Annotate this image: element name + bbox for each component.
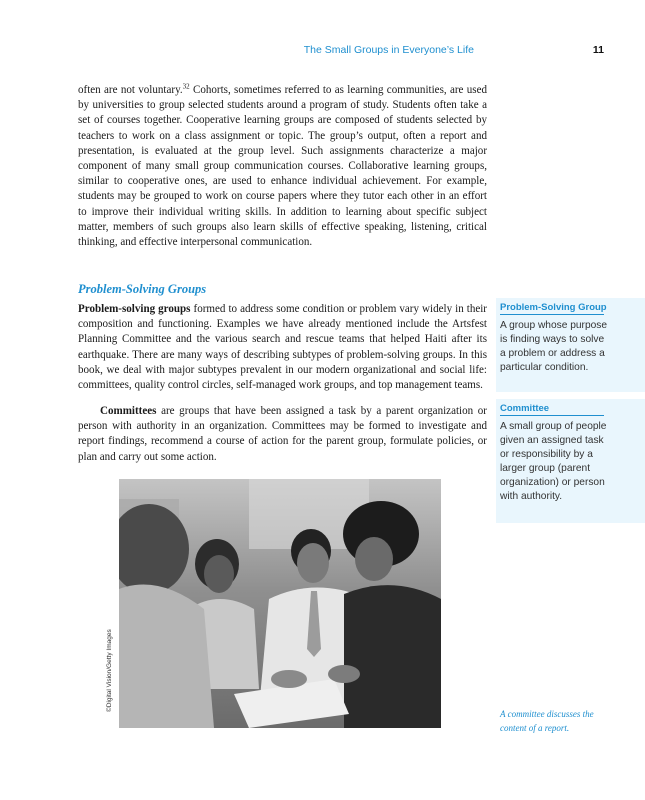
margin-note-committee xyxy=(496,399,645,523)
section-heading: Problem-Solving Groups xyxy=(78,282,207,296)
key-term: Problem-solving groups xyxy=(78,303,191,315)
running-head-title: The Small Groups in Everyone’s Life xyxy=(303,44,474,56)
paragraph-committees xyxy=(78,404,487,465)
paragraph-problem-solving-groups xyxy=(78,302,487,393)
committee-meeting-photo xyxy=(119,479,441,728)
running-head xyxy=(0,44,645,58)
paragraph-lead: often are not voluntary. xyxy=(78,84,183,96)
margin-note-definition: A small group of people given an assigned task or responsibility by a larger group (parent organization) or person with authority. xyxy=(500,421,607,502)
margin-note-problem-solving-group xyxy=(496,298,645,392)
endnote-reference[interactable]: 32 xyxy=(182,82,190,91)
paragraph-body: Cohorts, sometimes referred to as learning communities, are used by universities to group selected students around a program of study. Students often take a set of courses together. Cooperative learning groups are composed of students selected by teachers to work on a class assignment or topic. The group’s output, often a report and presentation, is evaluated at the group level. Such assignments characterize a major component of many small group communication courses. Collaborative learning groups, similar to cooperative ones, are used to enhance individual achievement. For example, students may be grouped to work on course papers where they tutor each other in an effort to improve their individual writing skills. In addition to learning about specific subject matter, members of such groups also learn skills of effective speaking, listening, critical thinking, and effective interpersonal communication. xyxy=(78,84,487,249)
paragraph-learning-groups xyxy=(78,83,487,250)
margin-note-term: Problem-Solving Group xyxy=(500,302,607,313)
paragraph-body: formed to address some condition or problem vary widely in their composition and functioning. Examples we have already mentioned include the Artsfest Planning Committee and the various search and rescue teams that helped Haiti after its earthquake. There are many ways of describing subtypes of problem-solving groups. In this book, we deal with major subtypes prevalent in our modern organizational and social life: committees, quality control circles, self-managed work groups, and top management teams. xyxy=(78,303,487,392)
page-number: 11 xyxy=(592,44,604,56)
margin-note-definition: A group whose purpose is finding ways to solve a problem or address a particular condition. xyxy=(500,320,608,373)
key-term: Committees xyxy=(100,405,157,417)
photo-credit: ©Digital Vision/Getty Images xyxy=(106,629,113,712)
photo-caption: A committee discusses the content of a report. xyxy=(500,709,594,733)
paragraph-body: are groups that have been assigned a task by a parent organization or person with authority in an organization. Committees may be formed to investigate and report findings, recommend a course of action for the parent group, formulate policies, or plan and carry out some action. xyxy=(78,405,487,463)
margin-note-term: Committee xyxy=(500,403,604,416)
